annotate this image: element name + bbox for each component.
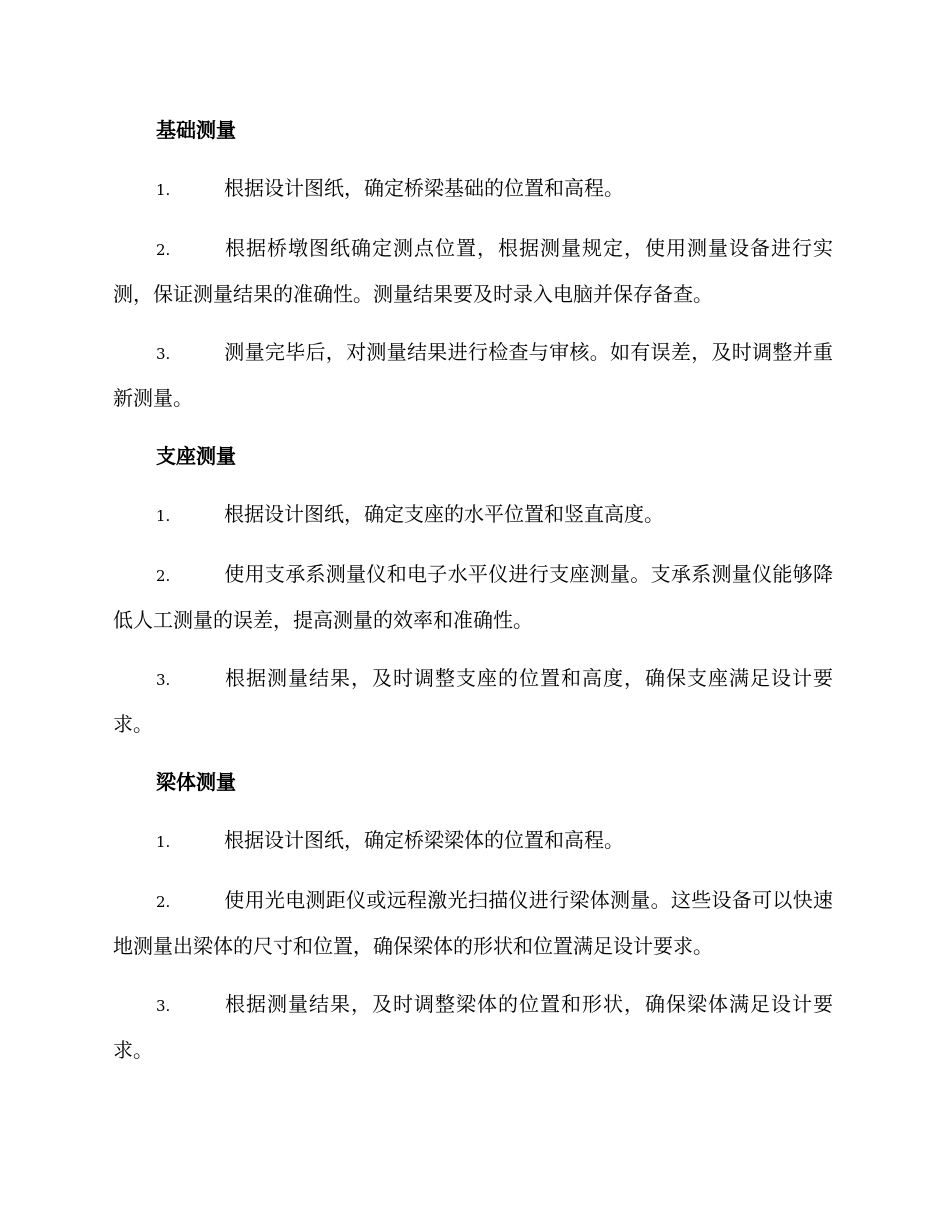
item-number: 3. (156, 671, 171, 689)
section-foundation-survey (113, 108, 833, 420)
list-item (113, 492, 833, 538)
section-heading: 支座测量 (156, 444, 236, 468)
item-text: 根据设计图纸，确定桥梁梁体的位置和高程。 (224, 828, 624, 852)
section-heading: 梁体测量 (156, 770, 236, 794)
list-item (113, 226, 833, 316)
item-text: 根据设计图纸，确定支座的水平位置和竖直高度。 (224, 502, 664, 526)
list-item (113, 166, 833, 212)
list-item (113, 982, 833, 1072)
item-number: 2. (156, 567, 171, 585)
section-heading: 基础测量 (156, 118, 236, 142)
item-text: 测量完毕后，对测量结果进行检查与审核。如有误差，及时调整并重新测量。 (113, 340, 833, 410)
item-text: 根据设计图纸，确定桥梁基础的位置和高程。 (224, 176, 624, 200)
item-number: 2. (156, 241, 171, 259)
item-number: 1. (156, 833, 171, 851)
item-text: 使用光电测距仪或远程激光扫描仪进行梁体测量。这些设备可以快速地测量出梁体的尺寸和位置，确保梁体的形状和位置满足设计要求。 (113, 888, 833, 958)
item-text: 根据测量结果，及时调整梁体的位置和形状，确保梁体满足设计要求。 (113, 992, 833, 1062)
section-girder-survey (113, 760, 833, 1072)
section-bearing-survey (113, 434, 833, 746)
list-item (113, 818, 833, 864)
item-text: 使用支承系测量仪和电子水平仪进行支座测量。支承系测量仪能够降低人工测量的误差，提高测量的效率和准确性。 (113, 562, 833, 632)
item-number: 1. (156, 181, 171, 199)
document-body (113, 108, 833, 1086)
list-item (113, 878, 833, 968)
item-number: 3. (156, 997, 171, 1015)
item-text: 根据桥墩图纸确定测点位置，根据测量规定，使用测量设备进行实测，保证测量结果的准确性。测量结果要及时录入电脑并保存备查。 (113, 236, 833, 306)
item-number: 2. (156, 893, 171, 911)
item-number: 3. (156, 345, 171, 363)
item-number: 1. (156, 507, 171, 525)
list-item (113, 656, 833, 746)
list-item (113, 552, 833, 642)
item-text: 根据测量结果，及时调整支座的位置和高度，确保支座满足设计要求。 (113, 666, 833, 736)
list-item (113, 330, 833, 420)
